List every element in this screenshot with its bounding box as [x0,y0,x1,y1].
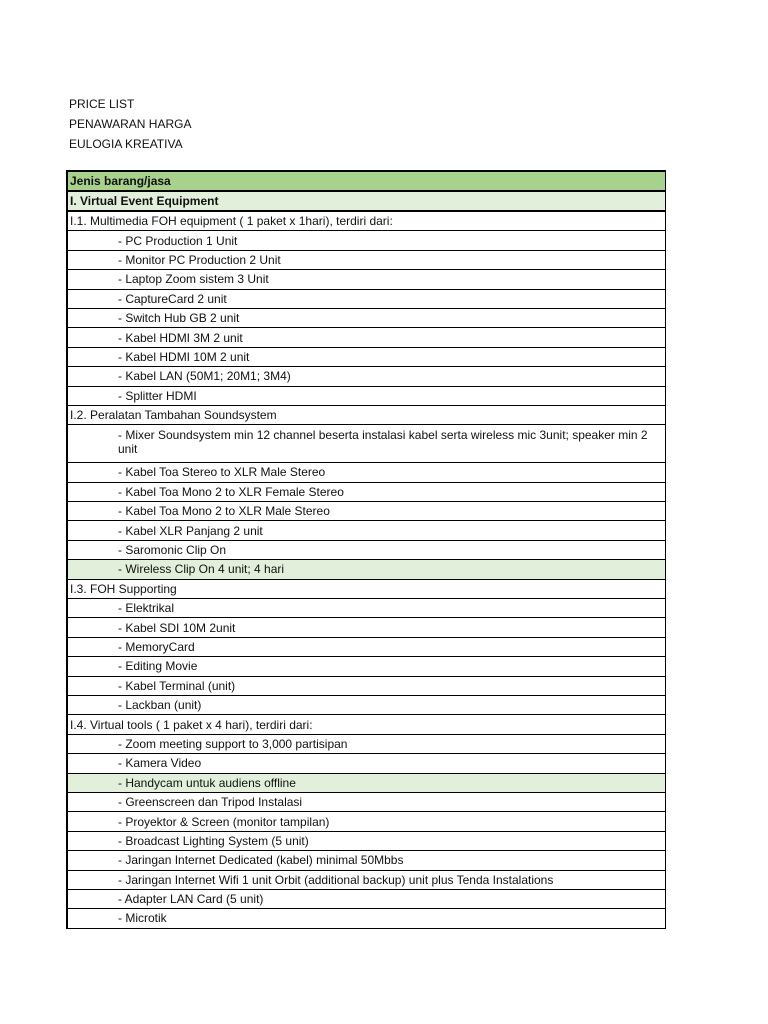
table-row[interactable]: - CaptureCard 2 unit [68,290,665,309]
section-title-2[interactable]: I.2. Peralatan Tambahan Soundsystem [68,406,665,425]
table-row[interactable]: - Adapter LAN Card (5 unit) [68,890,665,909]
table-row-highlighted[interactable]: - Wireless Clip On 4 unit; 4 hari [68,560,665,579]
category-row[interactable]: I. Virtual Event Equipment [68,192,665,212]
table-row[interactable]: - Laptop Zoom sistem 3 Unit [68,270,665,289]
table-row[interactable]: - Proyektor & Screen (monitor tampilan) [68,812,665,831]
table-row[interactable]: - Microtik [68,909,665,928]
section-title-1[interactable]: I.1. Multimedia FOH equipment ( 1 paket x 1hari), terdiri dari: [68,212,665,231]
table-row[interactable]: - Editing Movie [68,657,665,676]
table-row[interactable]: - Jaringan Internet Wifi 1 unit Orbit (additional backup) unit plus Tenda Instalations [68,871,665,890]
table-row[interactable]: - MemoryCard [68,638,665,657]
header-line-company: EULOGIA KREATIVA [69,137,183,151]
table-row[interactable]: - Kabel Toa Mono 2 to XLR Male Stereo [68,502,665,521]
table-row[interactable]: - Mixer Soundsystem min 12 channel beserta instalasi kabel serta wireless mic 3unit; speaker min 2 unit [68,425,665,463]
table-row[interactable]: - Jaringan Internet Dedicated (kabel) minimal 50Mbbs [68,851,665,870]
table-row[interactable]: - Monitor PC Production 2 Unit [68,251,665,270]
column-header[interactable]: Jenis barang/jasa [68,170,665,192]
table-row[interactable]: - Kabel Terminal (unit) [68,677,665,696]
table-row[interactable]: - Lackban (unit) [68,696,665,715]
table-row[interactable]: - Broadcast Lighting System (5 unit) [68,832,665,851]
table-row[interactable]: - Kabel HDMI 10M 2 unit [68,348,665,367]
table-row[interactable]: - Switch Hub GB 2 unit [68,309,665,328]
price-table [66,170,666,929]
table-row[interactable]: - Splitter HDMI [68,387,665,406]
table-row[interactable]: - Greenscreen dan Tripod Instalasi [68,793,665,812]
table-row[interactable]: - Kabel LAN (50M1; 20M1; 3M4) [68,367,665,386]
section-title-4[interactable]: I.4. Virtual tools ( 1 paket x 4 hari), terdiri dari: [68,715,665,734]
table-row[interactable]: - Elektrikal [68,599,665,618]
table-row-highlighted[interactable]: - Handycam untuk audiens offline [68,774,665,793]
table-row[interactable]: - Zoom meeting support to 3,000 partisipan [68,735,665,754]
table-row[interactable]: - Kabel Toa Mono 2 to XLR Female Stereo [68,483,665,502]
header-line-price-list: PRICE LIST [69,97,135,111]
section-title-3[interactable]: I.3. FOH Supporting [68,580,665,599]
table-row[interactable]: - PC Production 1 Unit [68,231,665,250]
header-line-penawaran-harga: PENAWARAN HARGA [69,117,192,131]
table-row[interactable]: - Kabel Toa Stereo to XLR Male Stereo [68,463,665,482]
table-row[interactable]: - Kabel SDI 10M 2unit [68,618,665,637]
table-row[interactable]: - Saromonic Clip On [68,541,665,560]
table-row[interactable]: - Kamera Video [68,754,665,773]
table-row[interactable]: - Kabel HDMI 3M 2 unit [68,328,665,347]
table-row[interactable]: - Kabel XLR Panjang 2 unit [68,521,665,540]
document-header [69,94,191,154]
